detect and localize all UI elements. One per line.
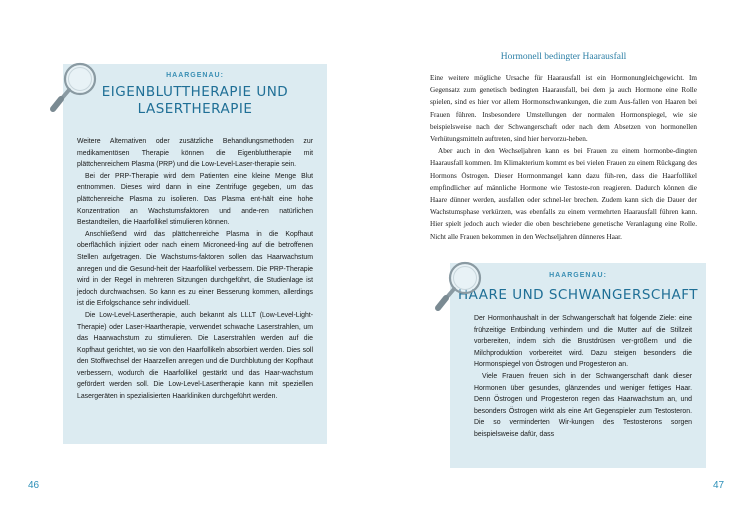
paragraph: Viele Frauen freuen sich in der Schwangerschaft dank dieser Hormonen über gesundes, glänzendes und weniger fettiges Haar. Denn Östrogen und Progesteron regen das Haarwachstum an, und besonders Östrogen wirkt als eine Art Gegenspieler zum Testosteron. Die so verminderten Wir-kungen des Testosterons sorgen beispielsweise dafür, dass bbox=[474, 372, 692, 438]
paragraph: Die Low-Level-Lasertherapie, auch bekannt als LLLT (Low-Level-Light-Therapie) oder Laser-Haartherapie, verwendet schwache Laserstrahlen, um das Haarwachstum zu stimulieren. Die Laserstrahlen werden auf die Kopfhaut gerichtet, wo sie von den Haarfollikeln absorbiert werden. Dies soll den Stoffwechsel der Haarzellen anregen und die Durchblutung der Kopfhaut verbessern, wodurch die Haarfollikel gestärkt und das Haar-wachstum gefördert werden soll. Die Low-Level-Lasertherapie kann mit speziellen Lasergeräten in spezialisierten Haarkliniken durchgeführt werden. bbox=[77, 311, 313, 401]
box-title: HAARE UND SCHWANGERSCHAFT bbox=[458, 287, 698, 303]
right-page bbox=[375, 0, 750, 518]
section-heading: Hormonell bedingter Haarausfall bbox=[500, 52, 627, 62]
info-box-eigenbluttherapie bbox=[63, 64, 327, 444]
paragraph: Der Hormonhaushalt in der Schwangerschaft hat folgende Ziele: eine frühzeitige Entbindung verhindern und die Mutter auf die Stillzeit vorbereiten, indem sich die Brustdrüsen ver-größern und die Milchproduktion vorbereitet wird. Dazu steigen besonders die Hormonspiegel von Östrogen und Progesteron an. bbox=[474, 315, 692, 369]
box-body bbox=[474, 313, 692, 441]
page-number: 46 bbox=[28, 480, 40, 491]
paragraph: Bei der PRP-Therapie wird dem Patienten eine kleine Menge Blut entnommen. Dieses wird dann in eine Zentrifuge gegeben, um das plättchenreiche Plasma zu isolieren. Das Plasma ent-hält eine hohe Konzentration an Wachstumsfaktoren und ande-ren natürlichen Bestandteilen, die Haarfollikel stimulieren können. bbox=[77, 172, 313, 227]
paragraph: Aber auch in den Wechseljahren kann es bei Frauen zu einem hormonbe-dingten Haarausfall kommen. Im Klimakterium kommt es bei vielen Frauen zu einem Rückgang des Hormons Östrogen. Dieser Hormonmangel kann dazu füh-ren, dass die Haarfollikel empfindlicher auf männliche Hormone wie Testoste-ron reagieren. Dadurch können die Haare dünner werden, ausfallen oder schnel-ler brechen. Zudem kann sich die Dauer der Wachstumsphase verkürzen, was ebenfalls zu einem vermehrten Haarausfall führen kann. Hier spielt jedoch auch wieder die oben beschriebene genetische Veranlagung eine Rolle. Nicht alle Frauen bekommen in den Wechseljahren dünneres Haar. bbox=[430, 147, 697, 241]
box-title-line2: LASERTHERAPIE bbox=[137, 101, 253, 117]
magnifying-glass-icon bbox=[433, 256, 489, 316]
box-label: HAARGENAU: bbox=[549, 272, 607, 279]
magnifying-glass-icon bbox=[48, 57, 104, 117]
page-number: 47 bbox=[713, 480, 725, 491]
main-body bbox=[430, 72, 697, 243]
paragraph: Weitere Alternativen oder zusätzliche Behandlungsmethoden zur medikamentösen Therapie können die Eigenbluttherapie mit plättchenreichem Plasma (PRP) und die Low-Level-Laser-therapie sein. bbox=[77, 138, 313, 169]
box-body bbox=[77, 136, 313, 403]
box-label: HAARGENAU: bbox=[166, 72, 224, 79]
paragraph: Eine weitere mögliche Ursache für Haarausfall ist ein Hormonungleichgewicht. Im Gegensatz zum genetisch bedingten Haarausfall, bei dem ja auch Hormone eine Rolle spielen, sind es hier vor allem Hormonschwankungen, die zum Aus-fallen von Haaren bei Frauen führen. Insbesondere Umstellungen der normalen Hormonspiegel, wie sie beispielsweise nach der Schwangerschaft oder nach dem Absetzen von hormonellen Verhütungsmitteln auftreten, sind hier hervorzu-heben. bbox=[430, 74, 697, 144]
paragraph: Anschließend wird das plättchenreiche Plasma in die Kopfhaut oberflächlich injiziert oder nach einem Microneed-ling auf die betroffenen Stellen aufgetragen. Die Wachstums-faktoren sollen das Haarwachstum anregen und die Gesund-heit der Haarfollikel verbessern. Die PRP-Therapie wird in der Regel in mehreren Sitzungen durchgeführt, die Studienlage ist jedoch durchwachsen. So kann es zu einer Besserung kommen, allerdings ist die Erfolgschance sehr individuell. bbox=[77, 230, 313, 308]
box-title-line1: EIGENBLUTTHERAPIE UND bbox=[101, 84, 289, 100]
